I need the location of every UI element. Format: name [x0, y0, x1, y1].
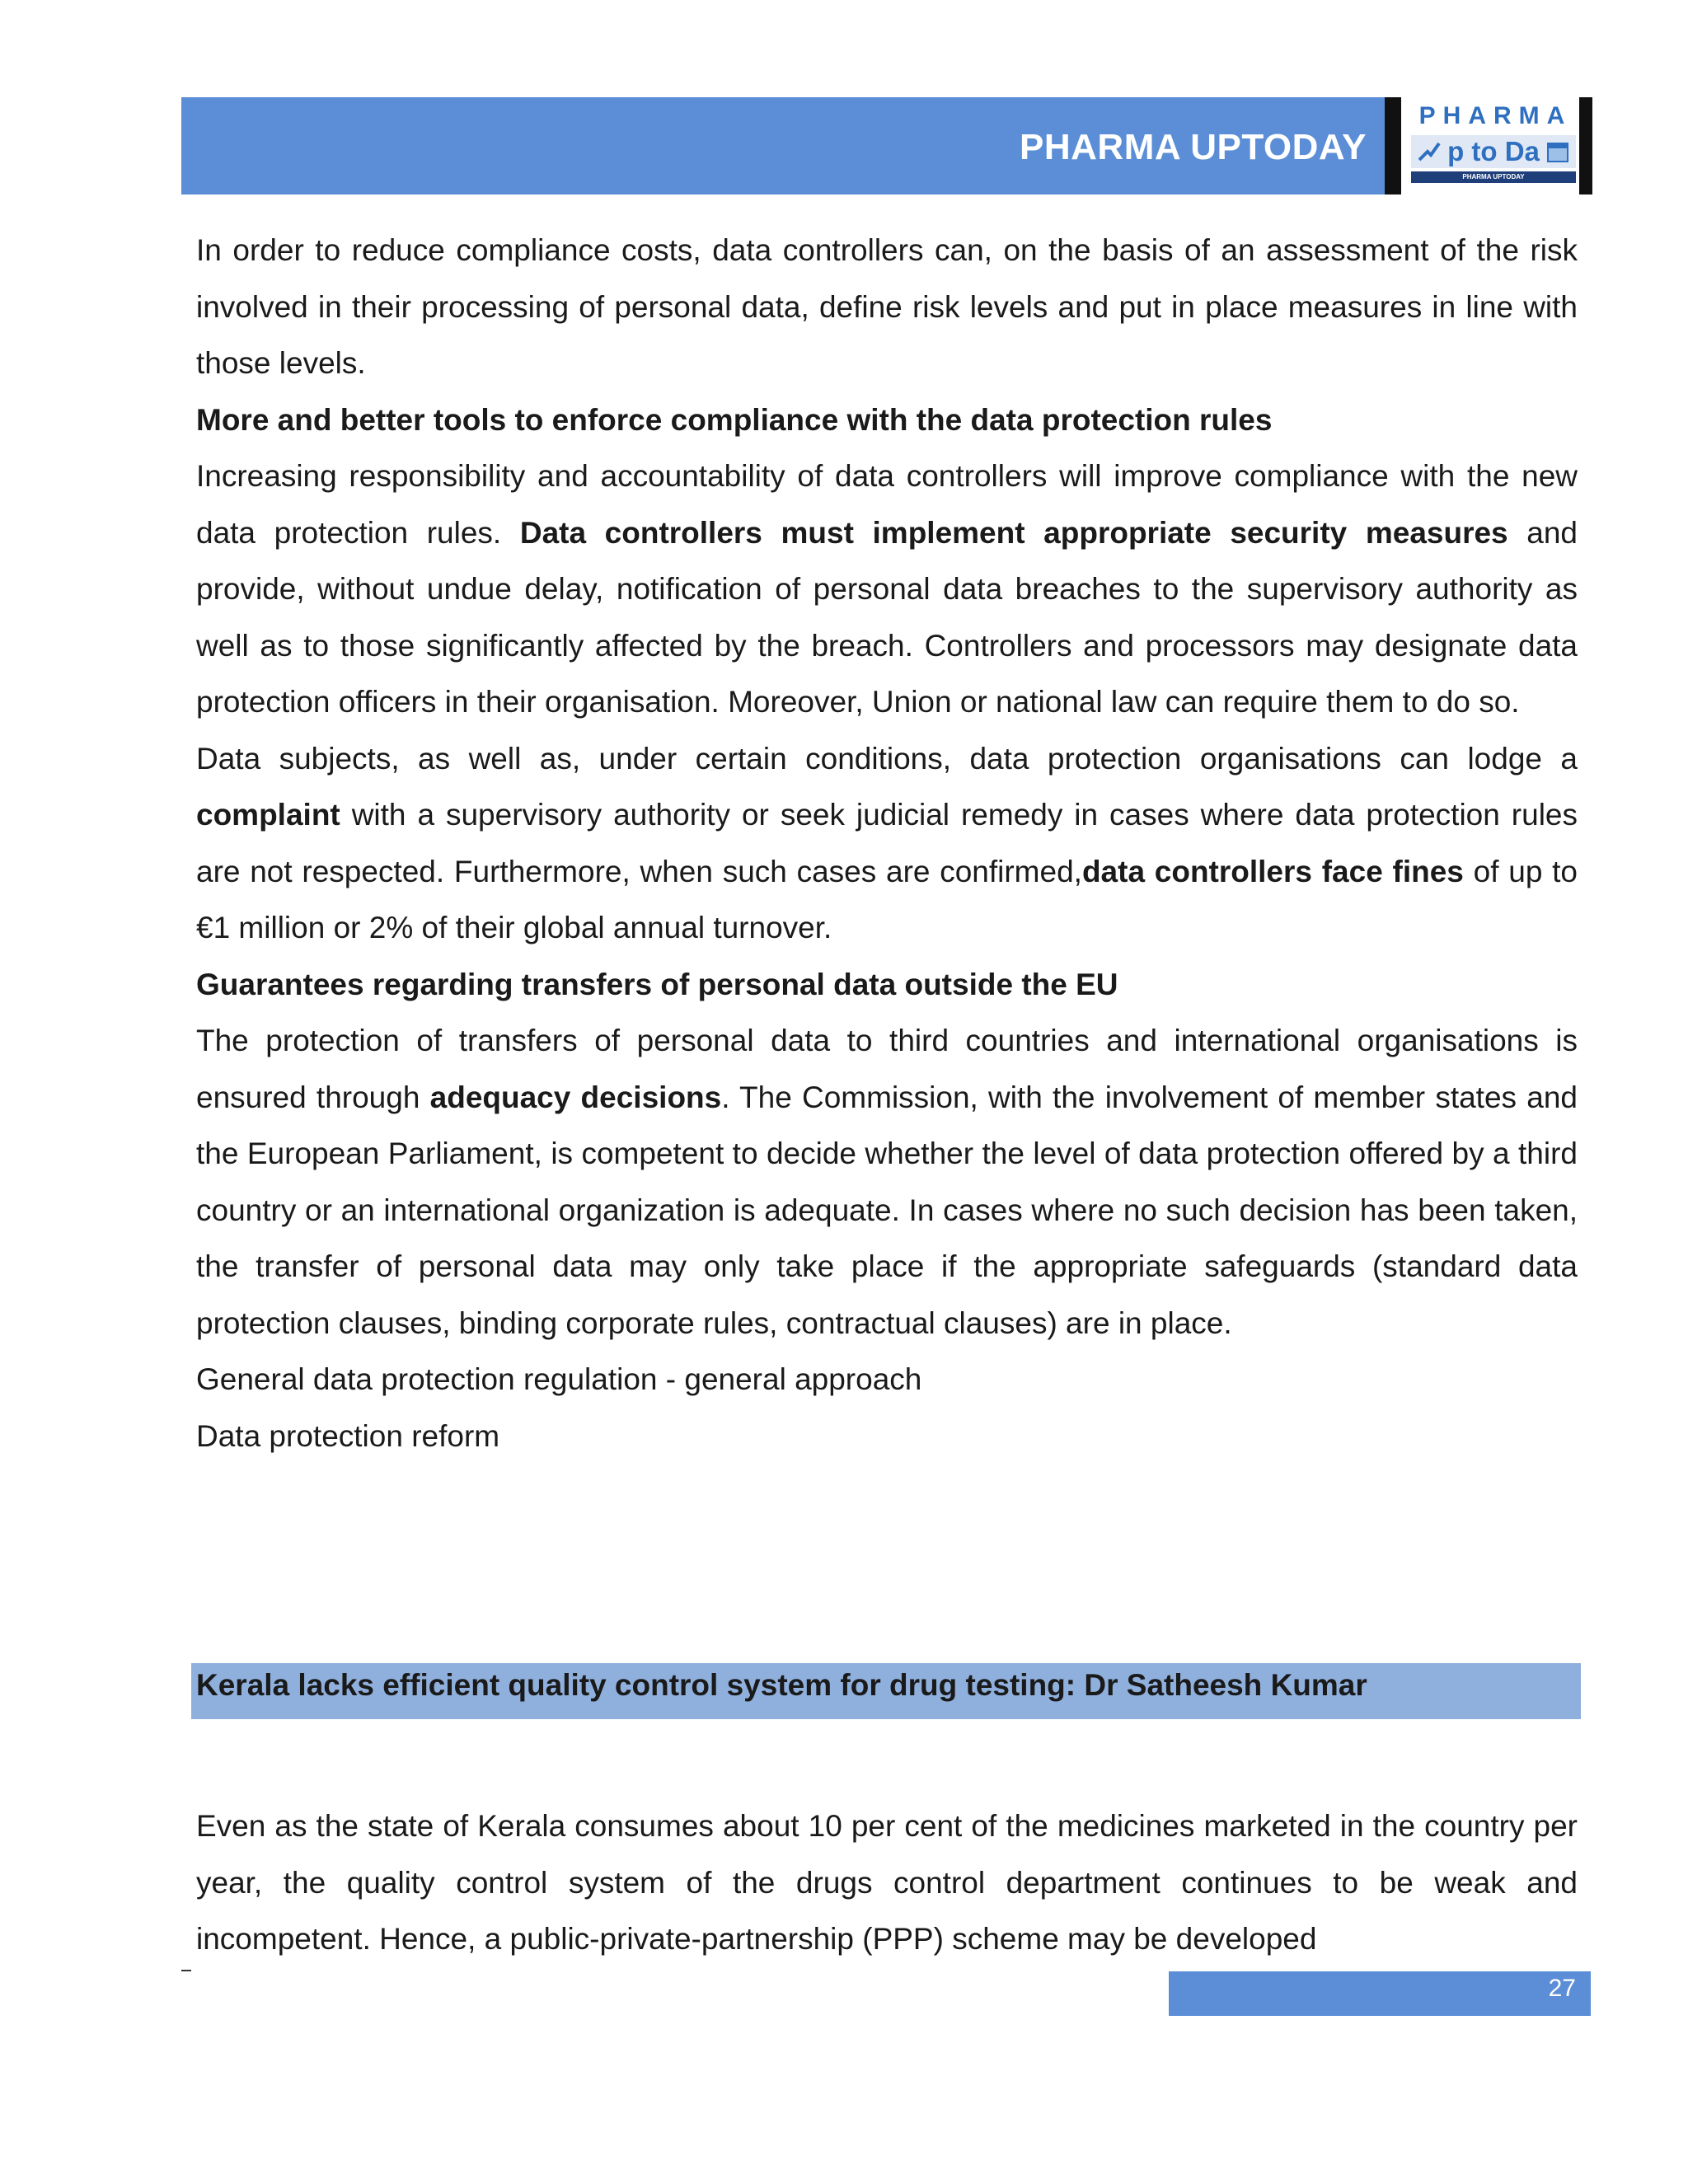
text-segment: The protection of transfers of personal data to third countries and international organisations is ensured through — [196, 1024, 1578, 1114]
bold-complaint: complaint — [196, 798, 340, 832]
paragraph-complaints — [196, 731, 1578, 957]
text-segment: . The Commission, with the involvement of member states and the European Parliament, is competent to decide whether the level of data protection offered by a third country or an international organization is adequate. In cases where no such decision has been taken, the transfer of personal data may only take place if the appropriate safeguards (standard data protection clauses, binding corporate rules, contractual clauses) are in place. — [196, 1080, 1578, 1340]
header-title: PHARMA UPTODAY — [1020, 127, 1367, 167]
text-segment: Increasing responsibility and accountability of data controllers will improve compliance with the new data protection rules. — [196, 459, 1578, 550]
bold-adequacy-decisions: adequacy decisions — [429, 1080, 722, 1114]
pharma-uptoday-logo — [1385, 97, 1592, 194]
article2-body: Even as the state of Kerala consumes about 10 per cent of the medicines marketed in the country per year, the quality control system of the drugs control department continues to be weak and incompetent. Hence, a public-private-partnership (PPP) scheme may be developed — [196, 1809, 1578, 1956]
heading-transfers: Guarantees regarding transfers of personal data outside the EU — [196, 967, 1118, 1001]
text-segment: and provide, without undue delay, notification of personal data breaches to the supervisory authority as well as to those significantly affected by the breach. Controllers and processors may designate data protection officers in their organisation. Moreover, Union or national law can require them to do so. — [196, 515, 1578, 719]
header-bar — [181, 97, 1385, 194]
paragraph-adequacy — [196, 1013, 1578, 1352]
logo-mid-text: p to Da — [1447, 136, 1540, 166]
text-segment: of up to €1 million or 2% of their global annual turnover. — [196, 854, 1578, 944]
link-general-approach[interactable]: General data protection regulation - general approach — [196, 1362, 922, 1396]
logo-mid-band — [1411, 135, 1576, 168]
heading-enforce-compliance: More and better tools to enforce compliance with the data protection rules — [196, 402, 1273, 437]
page-number-bar — [1169, 1971, 1591, 2016]
page-number: 27 — [1548, 1975, 1576, 2002]
article-body — [196, 223, 1578, 1465]
pen-check-icon — [1416, 138, 1442, 165]
footer-divider — [181, 1970, 191, 1971]
bold-security-measures: Data controllers must implement appropriate security measures — [519, 515, 1508, 550]
article-title: Kerala lacks efficient quality control system for drug testing: Dr Satheesh Kumar — [196, 1668, 1367, 1702]
link-data-protection-reform[interactable]: Data protection reform — [196, 1418, 500, 1453]
text-segment: with a supervisory authority or seek judicial remedy in cases where data protection rules are not respected. Furthermore, when such cases are confirmed, — [196, 798, 1578, 888]
bold-fines: data controllers face fines — [1081, 854, 1464, 888]
paragraph-risk-levels: In order to reduce compliance costs, data controllers can, on the basis of an assessment of the risk involved in their processing of personal data, define risk levels and put in place measures in line with those levels. — [196, 233, 1578, 380]
calendar-icon — [1545, 138, 1571, 165]
paragraph-accountability — [196, 448, 1578, 731]
logo-sub-text: PHARMA UPTODAY — [1411, 171, 1576, 183]
text-segment: Data subjects, as well as, under certain conditions, data protection organisations can lodge a — [196, 741, 1578, 776]
logo-top-text: PHARMA — [1418, 102, 1573, 129]
